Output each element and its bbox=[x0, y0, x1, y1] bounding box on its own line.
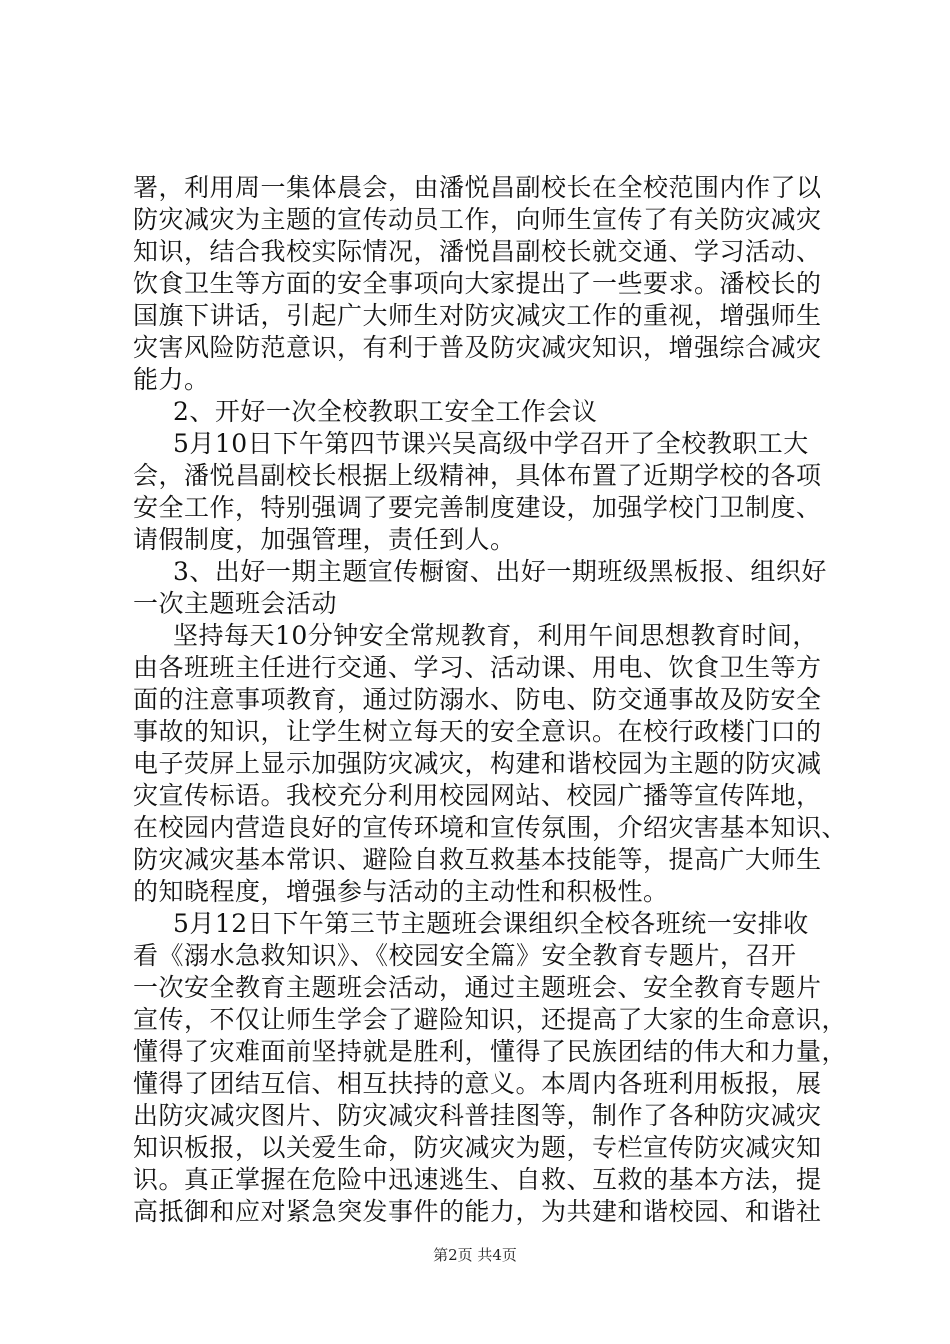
text-line: 懂得了团结互信、相互扶持的意义。本周内各班利用板报，展 bbox=[133, 1069, 822, 1098]
section-heading-continued: 一次主题班会活动 bbox=[133, 589, 338, 618]
paragraph-start-line: 5月12日下午第三节主题班会课组织全校各班统一安排收 bbox=[173, 909, 809, 938]
text-line: 防灾减灾基本常识、避险自救互救基本技能等，提高广大师生 bbox=[133, 845, 822, 874]
section-heading: 2、开好一次全校教职工安全工作会议 bbox=[173, 397, 598, 426]
paragraph-start-line: 坚持每天10分钟安全常规教育，利用午间思想教育时间， bbox=[173, 621, 818, 650]
text-line: 电子荧屏上显示加强防灾减灾，构建和谐校园为主题的防灾减 bbox=[133, 749, 822, 778]
text-line: 懂得了灾难面前坚持就是胜利，懂得了民族团结的伟大和力量， bbox=[133, 1037, 848, 1066]
text-line: 的知晓程度，增强参与活动的主动性和积极性。 bbox=[133, 877, 669, 906]
text-line: 防灾减灾为主题的宣传动员工作，向师生宣传了有关防灾减灾 bbox=[133, 205, 822, 234]
text-line: 事故的知识，让学生树立每天的安全意识。在校行政楼门口的 bbox=[133, 717, 822, 746]
text-line: 署，利用周一集体晨会，由潘悦昌副校长在全校范围内作了以 bbox=[133, 173, 822, 202]
text-line: 高抵御和应对紧急突发事件的能力，为共建和谐校园、和谐社 bbox=[133, 1197, 822, 1226]
page-number-footer: 第2页 共4页 bbox=[433, 1246, 517, 1264]
text-line: 在校园内营造良好的宣传环境和宣传氛围，介绍灾害基本知识、 bbox=[133, 813, 848, 842]
text-line: 出防灾减灾图片、防灾减灾科普挂图等，制作了各种防灾减灾 bbox=[133, 1101, 822, 1130]
text-line: 国旗下讲话，引起广大师生对防灾减灾工作的重视，增强师生 bbox=[133, 301, 822, 330]
text-line: 请假制度，加强管理，责任到人。 bbox=[133, 525, 516, 554]
text-line: 面的注意事项教育，通过防溺水、防电、防交通事故及防安全 bbox=[133, 685, 822, 714]
text-line: 能力。 bbox=[133, 365, 210, 394]
text-line: 由各班班主任进行交通、学习、活动课、用电、饮食卫生等方 bbox=[133, 653, 822, 682]
text-line: 安全工作，特别强调了要完善制度建设，加强学校门卫制度、 bbox=[133, 493, 822, 522]
text-line: 饮食卫生等方面的安全事项向大家提出了一些要求。潘校长的 bbox=[133, 269, 822, 298]
text-line: 灾宣传标语。我校充分利用校园网站、校园广播等宣传阵地， bbox=[133, 781, 822, 810]
paragraph-start-line: 5月10日下午第四节课兴吴高级中学召开了全校教职工大 bbox=[173, 429, 809, 458]
text-line: 一次安全教育主题班会活动，通过主题班会、安全教育专题片 bbox=[133, 973, 822, 1002]
text-line: 灾害风险防范意识，有利于普及防灾减灾知识，增强综合减灾 bbox=[133, 333, 822, 362]
text-line: 知识板报，以关爱生命，防灾减灾为题，专栏宣传防灾减灾知 bbox=[133, 1133, 822, 1162]
text-line: 宣传，不仅让师生学会了避险知识，还提高了大家的生命意识， bbox=[133, 1005, 848, 1034]
text-line: 看《溺水急救知识》、《校园安全篇》安全教育专题片，召开 bbox=[133, 941, 797, 970]
document-body bbox=[133, 172, 848, 1228]
text-line: 知识，结合我校实际情况，潘悦昌副校长就交通、学习活动、 bbox=[133, 237, 822, 266]
section-heading: 3、出好一期主题宣传橱窗、出好一期班级黑板报、组织好 bbox=[173, 557, 827, 586]
text-line: 会，潘悦昌副校长根据上级精神，具体布置了近期学校的各项 bbox=[133, 461, 822, 490]
text-line: 识。真正掌握在危险中迅速逃生、自救、互救的基本方法，提 bbox=[133, 1165, 822, 1194]
